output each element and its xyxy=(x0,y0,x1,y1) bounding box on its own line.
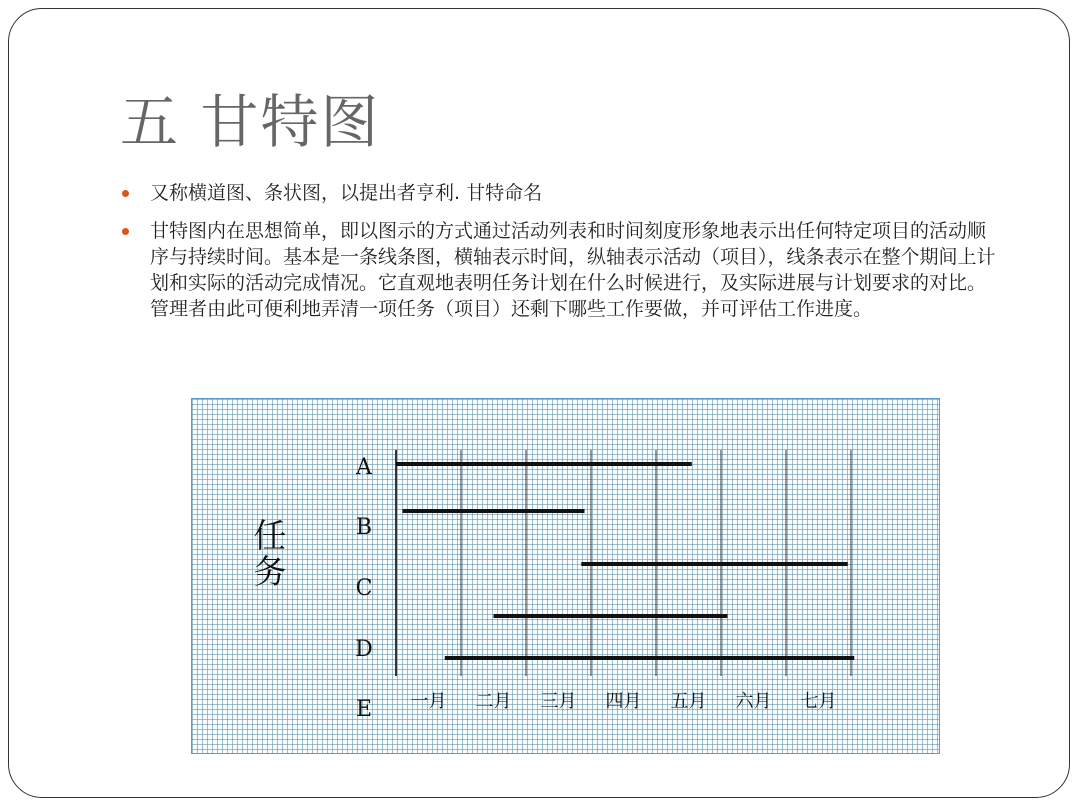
month-label: 七月 xyxy=(800,691,837,712)
month-label: 一月 xyxy=(410,691,447,712)
task-label: E xyxy=(355,697,373,722)
bullet-text: 又称横道图、条状图，以提出者亨利. 甘特命名 xyxy=(150,182,543,204)
month-label: 二月 xyxy=(475,691,512,712)
slide-title: 五 甘特图 xyxy=(120,88,381,156)
task-label: C xyxy=(355,576,373,601)
month-label: 六月 xyxy=(735,691,772,712)
month-label: 四月 xyxy=(605,691,642,712)
task-label: D xyxy=(355,637,373,662)
y-axis-title-char: 任 xyxy=(253,516,287,555)
task-label: A xyxy=(356,455,372,480)
month-label: 五月 xyxy=(670,691,707,712)
bullet-text: 甘特图内在思想简单，即以图示的方式通过活动列表和时间刻度形象地表示出任何特定项目的活动顺序与持续时间。基本是一条线条图，横轴表示时间，纵轴表示活动（项目），线条表示在整个期间上计划和实际的活动完成情况。它直观地表明任务计划在什么时候进行，及实际进展与计划要求的对比。管理者由此可便利地弄清一项任务（项目）还剩下哪些工作要做，并可评估工作进度。 xyxy=(150,220,996,320)
y-axis-title-char: 务 xyxy=(253,552,287,591)
task-label: B xyxy=(355,515,373,540)
month-label: 三月 xyxy=(540,691,577,712)
y-axis-title xyxy=(250,518,290,590)
